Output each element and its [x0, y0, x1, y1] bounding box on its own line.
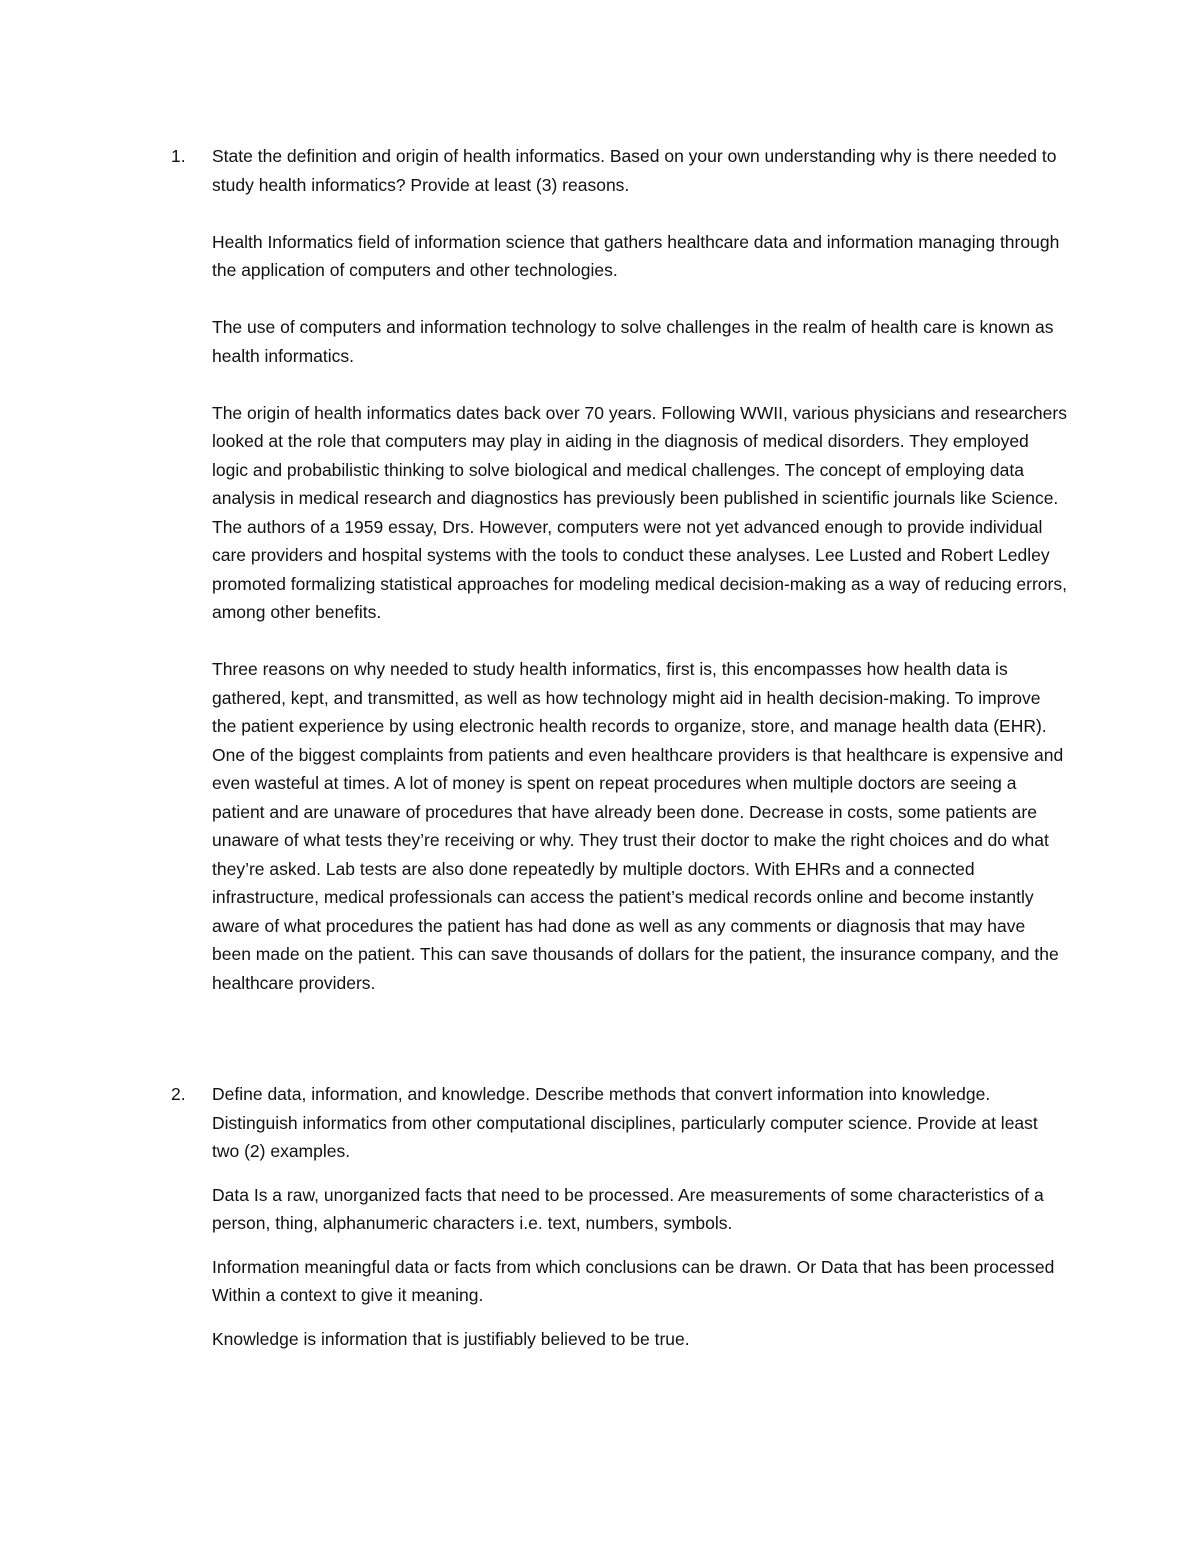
- answer-paragraph: Knowledge is information that is justifiably believed to be true.: [212, 1328, 690, 1349]
- question-body: [212, 142, 1067, 1026]
- answer-paragraph: Health Informatics field of information science that gathers healthcare data and information managing through the application of computers and other technologies.: [212, 231, 1060, 280]
- question-prompt: State the definition and origin of health informatics. Based on your own understanding why is there needed to study health informatics? Provide at least (3) reasons.: [212, 146, 1057, 195]
- question-number: 1.: [171, 146, 186, 166]
- answer-paragraph: Three reasons on why needed to study health informatics, first is, this encompasses how health data is gathered, kept, and transmitted, as well as how technology might aid in health decision-making. To improve the patient experience by using electronic health records to organize, store, and manage health data (EHR). One of the biggest complaints from patients and even healthcare providers is that healthcare is expensive and even wasteful at times. A lot of money is spent on repeat procedures when multiple doctors are seeing a patient and are unaware of procedures that have already been done. Decrease in costs, some patients are unaware of what tests they’re receiving or why. They trust their doctor to make the right choices and do what they’re asked. Lab tests are also done repeatedly by multiple doctors. With EHRs and a connected infrastructure, medical professionals can access the patient’s medical records online and become instantly aware of what procedures the patient has had done as well as any comments or diagnosis that may have been made on the patient. This can save thousands of dollars for the patient, the insurance company, and the healthcare providers.: [212, 659, 1064, 993]
- question-body: [212, 1080, 1067, 1368]
- question-number: 2.: [171, 1084, 186, 1104]
- answer-paragraph: Information meaningful data or facts from which conclusions can be drawn. Or Data that has been processed Within a context to give it meaning.: [212, 1256, 1055, 1305]
- question-prompt: Define data, information, and knowledge. Describe methods that convert information into knowledge. Distinguish informatics from other computational disciplines, particularly computer science. Provide at least two (2) examples.: [212, 1084, 1038, 1161]
- answer-paragraph: The use of computers and information technology to solve challenges in the realm of health care is known as health informatics.: [212, 317, 1054, 366]
- answer-paragraph: Data Is a raw, unorganized facts that need to be processed. Are measurements of some characteristics of a person, thing, alphanumeric characters i.e. text, numbers, symbols.: [212, 1184, 1044, 1233]
- answer-paragraph: The origin of health informatics dates back over 70 years. Following WWII, various physicians and researchers looked at the role that computers may play in aiding in the diagnosis of medical disorders. They employed logic and probabilistic thinking to solve biological and medical challenges. The concept of employing data analysis in medical research and diagnostics has previously been published in scientific journals like Science. The authors of a 1959 essay, Drs. However, computers were not yet advanced enough to provide individual care providers and hospital systems with the tools to conduct these analyses. Lee Lusted and Robert Ledley promoted formalizing statistical approaches for modeling medical decision-making as a way of reducing errors, among other benefits.: [212, 402, 1067, 622]
